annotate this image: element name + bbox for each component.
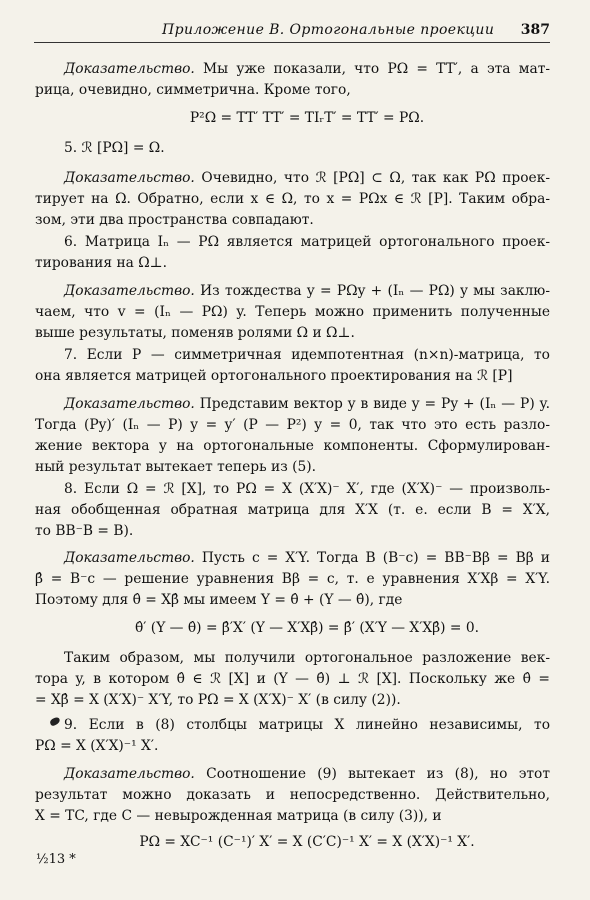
text-line: PΩ = X (X′X)⁻¹ X′. [35,738,159,754]
text-line: она является матрицей ортогонального проектирования на ℛ [P] [35,368,513,384]
text-line: Доказательство. Мы уже показали, что PΩ = TT′, а эта мат- [64,61,550,77]
text-line: Доказательство. Пусть c = X′Y. Тогда B (B⁻c) = BB⁻Bβ = Bβ и [64,550,550,566]
text-line: ный результат вытекает теперь из (5). [35,459,317,475]
text-line: то BB⁻B = B). [35,523,134,539]
text-line: результат можно доказать и непосредственно. Действительно, [35,787,550,803]
text-line: рица, очевидно, симметрична. Кроме того, [35,82,351,98]
printer-signature: ½13 * [36,852,76,867]
numbered-statement: 6. Матрица Iₙ — PΩ является матрицей ортогонального проек- [64,234,550,250]
formula: PΩ = XC⁻¹ (C⁻¹)′ X′ = X (C′C)⁻¹ X′ = X (X′X)⁻¹ X′. [139,834,475,850]
formula: P²Ω = TT′ TT′ = TIᵣT′ = TT′ = PΩ. [189,110,425,126]
numbered-statement: 7. Если P — симметричная идемпотентная (n×n)-матрица, то [64,347,550,363]
running-header [34,20,550,43]
text-line: зом, эти два пространства совпадают. [35,212,314,228]
text-line: жение вектора y на ортогональные компоненты. Сформулирован- [35,438,550,454]
text-line: тирования на Ω⊥. [35,255,168,271]
numbered-statement: 5. ℛ [PΩ] = Ω. [64,140,165,156]
ink-mark [49,717,61,727]
text-line: Доказательство. Соотношение (9) вытекает из (8), но этот [64,766,550,782]
running-title: Приложение В. Ортогональные проекции [162,22,495,38]
text-line: тора y, в котором θ̂ ∈ ℛ [X] и (Y — θ̂) ⊥ ℛ [X]. Поскольку же θ̂ = [35,671,550,687]
text-line: Таким образом, мы получили ортогональное разложение век- [64,650,550,666]
text-line: = Xβ̂ = X (X′X)⁻ X′Y, то PΩ = X (X′X)⁻ X′ (в силу (2)). [35,692,401,708]
formula: θ̂′ (Y — θ̂) = β̂′X′ (Y — X′Xβ̂) = β̂′ (X′Y — X′Xβ̂) = 0. [134,620,480,636]
page-number: 387 [520,22,550,38]
text-line: Доказательство. Представим вектор y в виде y = Py + (Iₙ — P) y. [64,396,550,412]
text-line: β̂ = B⁻c — решение уравнения Bβ = c, т. е уравнения X′Xβ = X′Y. [35,571,550,587]
text-line: Тогда (Py)′ (Iₙ — P) y = y′ (P — P²) y = 0, так что это есть разло- [35,417,550,433]
numbered-statement: 8. Если Ω = ℛ [X], то PΩ = X (X′X)⁻ X′, где (X′X)⁻ — произволь- [64,481,550,497]
text-line: X = TC, где C — невырожденная матрица (в силу (3)), и [35,808,442,824]
text-line: Доказательство. Очевидно, что ℛ [PΩ] ⊂ Ω, так как PΩ проек- [64,170,550,186]
text-line: ная обобщенная обратная матрица для X′X (т. е. если B = X′X, [35,502,550,518]
numbered-statement: 9. Если в (8) столбцы матрицы X линейно независимы, то [64,717,550,733]
text-line: чаем, что v = (Iₙ — PΩ) y. Теперь можно применить полученные [35,304,550,320]
text-line: Поэтому для θ̂ = Xβ̂ мы имеем Y = θ̂ + (Y — θ̂), где [35,592,403,608]
text-line: выше результаты, поменяв ролями Ω и Ω⊥. [35,325,355,341]
text-line: Доказательство. Из тождества y = PΩy + (Iₙ — PΩ) y мы заклю- [64,283,550,299]
text-line: тирует на Ω. Обратно, если x ∈ Ω, то x = PΩx ∈ ℛ [P]. Таким обра- [35,191,550,207]
